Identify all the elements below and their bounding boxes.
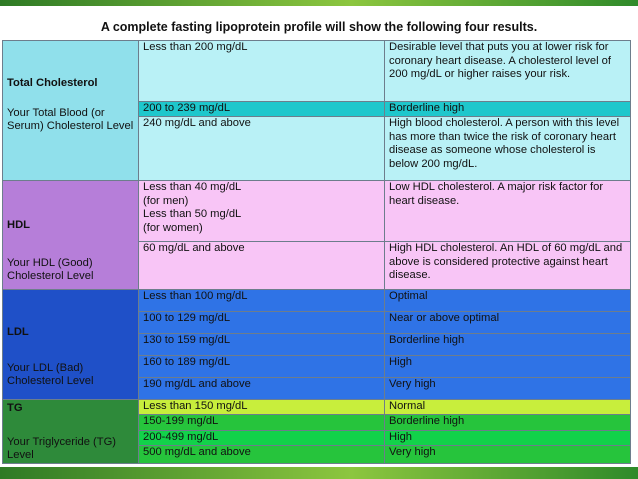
range-cell: 240 mg/dL and above <box>139 117 385 181</box>
tg-label-cell <box>3 400 139 464</box>
bottom-accent-bar <box>0 467 638 479</box>
section-subtitle: Your LDL (Bad) Cholesterol Level <box>7 361 94 387</box>
range-cell <box>139 181 385 242</box>
section-subtitle: Your Triglyceride (TG) Level <box>7 435 117 461</box>
range-cell: 200 to 239 mg/dL <box>139 102 385 117</box>
range-line: Less than 50 mg/dL <box>143 208 242 220</box>
section-name: HDL <box>7 219 30 231</box>
table-row <box>3 290 631 312</box>
description-cell: High blood cholesterol. A person with this level has more than twice the risk of coronary heart disease as someone whose cholesterol is below 200 mg/dL. <box>385 117 631 181</box>
section-subtitle: Your Total Blood (or Serum) Cholesterol Level <box>7 106 134 132</box>
description-cell: Normal <box>385 400 631 415</box>
range-cell: 500 mg/dL and above <box>139 446 385 463</box>
section-name: TG <box>7 402 23 414</box>
range-cell: Less than 100 mg/dL <box>139 290 385 312</box>
table-row <box>3 400 631 415</box>
top-accent-bar <box>0 0 638 6</box>
range-cell: 100 to 129 mg/dL <box>139 312 385 334</box>
description-cell: Optimal <box>385 290 631 312</box>
hdl-label-cell <box>3 181 139 290</box>
description-cell: Borderline high <box>385 415 631 430</box>
range-cell: 160 to 189 mg/dL <box>139 356 385 378</box>
description-cell: High <box>385 356 631 378</box>
range-cell: 200-499 mg/dL <box>139 430 385 445</box>
description-cell: Very high <box>385 446 631 463</box>
range-cell: Less than 200 mg/dL <box>139 41 385 102</box>
description-cell: Desirable level that puts you at lower risk for coronary heart disease. A cholesterol level of 200 mg/dL or higher raises your risk. <box>385 41 631 102</box>
section-name: Total Cholesterol <box>7 77 98 89</box>
total-cholesterol-label-cell <box>3 41 139 181</box>
lipoprotein-table <box>2 40 631 464</box>
description-cell: Low HDL cholesterol. A major risk factor for heart disease. <box>385 181 631 242</box>
section-name: LDL <box>7 326 29 338</box>
description-cell: High HDL cholesterol. An HDL of 60 mg/dL and above is considered protective against heart disease. <box>385 242 631 290</box>
range-cell: Less than 150 mg/dL <box>139 400 385 415</box>
range-cell: 60 mg/dL and above <box>139 242 385 290</box>
ldl-label-cell <box>3 290 139 400</box>
description-cell: Borderline high <box>385 334 631 356</box>
range-line: (for men) <box>143 194 189 207</box>
range-line: Less than 40 mg/dL <box>143 181 242 193</box>
description-cell: High <box>385 430 631 445</box>
table-row <box>3 41 631 102</box>
description-cell: Near or above optimal <box>385 312 631 334</box>
range-cell: 150-199 mg/dL <box>139 415 385 430</box>
section-subtitle: Your HDL (Good) Cholesterol Level <box>7 256 94 282</box>
range-line: (for women) <box>143 221 203 234</box>
table-row <box>3 181 631 242</box>
range-cell: 130 to 159 mg/dL <box>139 334 385 356</box>
description-cell: Very high <box>385 378 631 400</box>
description-cell: Borderline high <box>385 102 631 117</box>
slide-title: A complete fasting lipoprotein profile will show the following four results. <box>100 20 538 34</box>
range-cell: 190 mg/dL and above <box>139 378 385 400</box>
